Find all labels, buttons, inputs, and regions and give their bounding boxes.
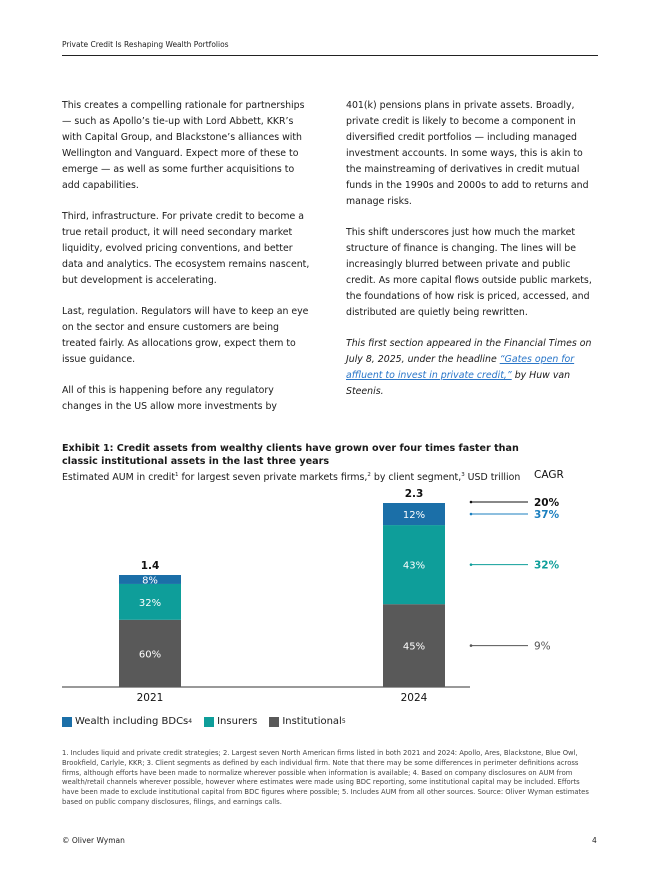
chart-legend [62,716,358,727]
legend-label: Institutional [282,716,342,727]
category-label: 2024 [400,692,428,704]
legend-swatch [62,717,72,727]
left-column [62,98,310,430]
cagr-value: 37% [534,509,560,522]
legend-swatch [269,717,279,727]
source-note-prefix: This first section appeared in the Financial Times on July 8, 2025, under the headline [346,338,592,365]
cagr-leader-dot [470,513,473,516]
legend-item-insurers [204,716,257,727]
cagr-total-value: 20% [534,497,560,509]
footnote-ref: 1 [175,471,179,478]
cagr-value: 9% [534,640,551,653]
cagr-leader-dot [470,501,473,504]
subtitle-part: by client segment, [370,472,462,483]
segment-label: 43% [402,560,426,572]
cagr-leader-dot [470,644,473,647]
footer-copyright: © Oliver Wyman [62,836,125,845]
bar-total-label: 1.4 [140,560,160,572]
bar-total-label: 2.3 [404,488,424,500]
cagr-value: 32% [534,559,560,572]
header-rule [62,55,598,56]
legend-label: Insurers [217,716,258,727]
segment-label: 60% [138,649,162,661]
legend-label: Wealth including BDCs [75,716,189,727]
footnote-ref: 3 [461,471,465,478]
exhibit-subtitle [62,471,582,484]
right-column [346,98,594,415]
legend-item-institutional: Institutional 5 [269,716,345,727]
footnotes: 1. Includes liquid and private credit strategies; 2. Largest seven North American firms listed in both 2021 and 2024: Apollo, Ares, Blackstone, Blue Owl, Brookfield, Carlyle, KKR; 3. Client segments as defined by each individual firm. Note that there may be some differences in perimeter definitions across firms, although efforts have been made to normalize wherever possible when information is available; 4. Based on company disclosures on AUM from wealth/retail channels wherever possible, however where estimates were made using BDC reporting, some institutional capital may be included. Efforts have been made to exclude institutional capital from BDC figures where possible; 5. Includes AUM from all other sources. Source: Oliver Wyman estimates based on public company disclosures, filings, and earnings calls. [62,749,589,806]
segment-label: 8% [142,575,158,587]
paragraph: This shift underscores just how much the market structure of finance is changing. The lines will be increasingly blurred between private and public credit. As more capital flows outside public markets, the foundations of how risk is priced, accessed, and distributed are quietly being rewritten. [346,227,592,318]
cagr-leader-dot [470,563,473,566]
paragraph: Third, infrastructure. For private credit to become a true retail product, it will need secondary market liquidity, evolved pricing conventions, and better data and analytics. The ecosystem remains nascent, but development is accelerating. [62,211,310,286]
legend-item-wealth: Wealth including BDCs 4 [62,716,192,727]
paragraph: This creates a compelling rationale for partnerships — such as Apollo’s tie-up with Lord Abbett, KKR’s with Capital Group, and Blackstone’s alliances with Wellington and Vanguard. Expect more of these to emerge — as well as some further acquisitions to add capabilities. [62,100,305,191]
article-link[interactable]: “Gates open for affluent to invest in private credit,” [346,354,575,381]
segment-label: 45% [402,641,426,653]
cagr-header: CAGR [534,469,564,481]
footnote-ref: 2 [367,471,371,478]
paragraph: Last, regulation. Regulators will have to keep an eye on the sector and ensure customers are being treated fairly. As allocations grow, expect them to issue guidance. [62,306,309,365]
subtitle-part: USD trillion [464,472,521,483]
segment-label: 32% [138,597,162,609]
source-note [346,336,594,400]
paragraph: 401(k) pensions plans in private assets. Broadly, private credit is likely to become a component in diversified credit portfolios — including managed investment accounts. In some ways, this is akin to the mainstreaming of derivatives in credit mutual funds in the 1990s and 2000s to add to returns and manage risks. [346,100,589,207]
source-note-suffix: by Huw van Steenis. [346,370,571,397]
subtitle-part: Estimated AUM in credit [62,472,176,483]
segment-label: 12% [402,510,426,522]
legend-swatch [204,717,214,727]
running-header: Private Credit Is Reshaping Wealth Portfolios [62,40,229,49]
subtitle-part: for largest seven private markets firms, [178,472,368,483]
category-label: 2021 [136,692,164,704]
paragraph: All of this is happening before any regulatory changes in the US allow more investments by [62,385,277,412]
page-number: 4 [592,836,597,845]
exhibit-title: Exhibit 1: Credit assets from wealthy clients have grown over four times faster than classic institutional assets in the last three years [62,443,519,467]
